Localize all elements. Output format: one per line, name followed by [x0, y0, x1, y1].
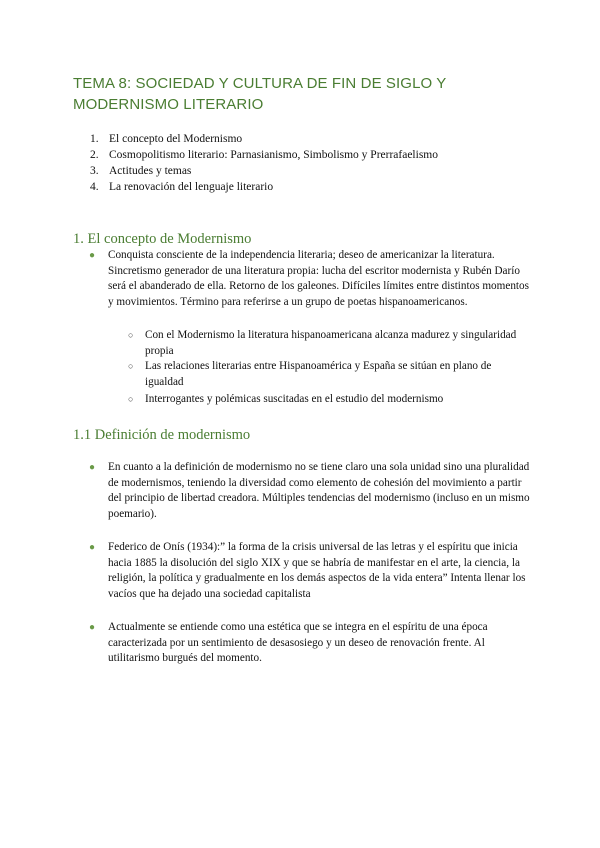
bullet-text: Actualmente se entiende como una estética que se integra en el espíritu de una época caracterizada por un sentimiento de desasosiego y un deseo de renovación frente. Al utilitarismo burgués del momento. — [108, 621, 488, 665]
table-of-contents — [90, 131, 438, 195]
toc-item — [90, 147, 438, 163]
toc-number: 3. — [90, 165, 99, 177]
circle-bullet-icon: ○ — [128, 394, 134, 404]
bullet-icon: ● — [89, 622, 96, 633]
sub-item-text: Interrogantes y polémicas suscitadas en el estudio del modernismo — [145, 393, 444, 405]
sub-item-text: Las relaciones literarias entre Hispanoamérica y España se sitúan en plano de igualdad — [145, 360, 492, 388]
bullet-icon: ● — [89, 462, 96, 473]
toc-text: El concepto del Modernismo — [109, 133, 243, 145]
toc-number: 2. — [90, 149, 99, 161]
bullet-text: Federico de Onís (1934):” la forma de la crisis universal de las letras y el espíritu que inicia hacia 1885 la disolución del siglo XIX y que se habría de manifestar en el arte, la ciencia, la religión, la política y gradualmente en los demás aspectos de la vida entera” Intenta llenar los vacíos que ha dejado una sociedad capitalista — [108, 541, 526, 600]
bullet-icon: ● — [89, 250, 96, 261]
toc-number: 1. — [90, 133, 99, 145]
document-title: TEMA 8: SOCIEDAD Y CULTURA DE FIN DE SIGLO Y MODERNISMO LITERARIO — [73, 75, 447, 113]
toc-text: Actitudes y temas — [109, 165, 192, 177]
circle-bullet-icon: ○ — [128, 361, 134, 371]
section-heading-1: 1. El concepto de Modernismo — [73, 231, 252, 247]
toc-item — [90, 163, 438, 179]
bullet-text: Conquista consciente de la independencia literaria; deseo de americanizar la literatura. Sincretismo generador de una literatura propia: lucha del escritor modernista y Rubén Darío será el abanderado de ella. Retorno de los galeones. Difíciles límites entre distintos momentos y movimientos. Término para referirse a un grupo de poetas hispanoamericanos. — [108, 249, 529, 308]
circle-bullet-icon: ○ — [128, 330, 134, 340]
toc-item — [90, 179, 438, 195]
section-heading-1-1: 1.1 Definición de modernismo — [73, 427, 251, 443]
bullet-text: En cuanto a la definición de modernismo no se tiene claro una sola unidad sino una pluralidad de modernismos, teniendo la diversidad como elemento de cohesión del movimiento a partir del principio de libertad creadora. Múltiples tendencias del modernismo (incluso en un mismo poemario). — [108, 461, 530, 520]
toc-text: Cosmopolitismo literario: Parnasianismo, Simbolismo y Prerrafaelismo — [109, 149, 438, 161]
toc-number: 4. — [90, 181, 99, 193]
toc-item — [90, 131, 438, 147]
bullet-icon: ● — [89, 542, 96, 553]
sub-item-text: Con el Modernismo la literatura hispanoamericana alcanza madurez y singularidad propia — [145, 329, 517, 357]
toc-text: La renovación del lenguaje literario — [109, 181, 274, 193]
